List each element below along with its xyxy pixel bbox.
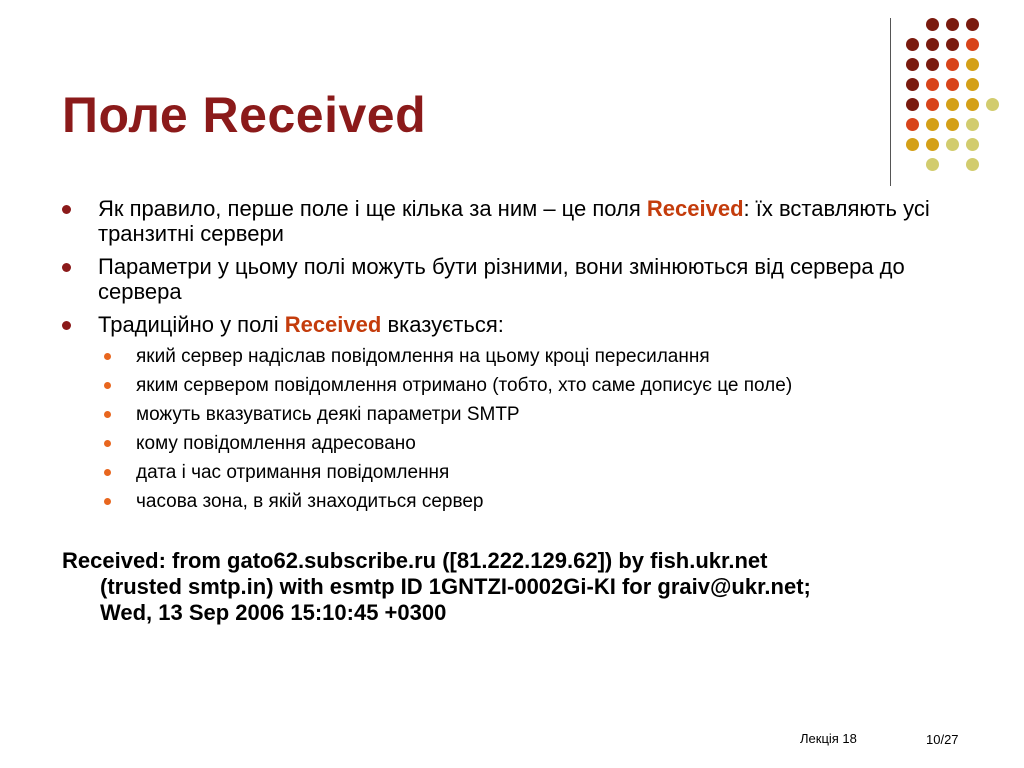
bullet-highlight: Received	[646, 196, 744, 221]
bullet-text: Параметри у цьому полі можуть бути різними, вони змінюються від сервера до сервера	[98, 254, 905, 304]
sub-bullet-item	[62, 461, 992, 484]
sub-bullet-icon	[104, 411, 111, 418]
decorative-dot	[946, 118, 959, 131]
footer-page-number: 10/27	[926, 732, 959, 747]
sub-bullet-item	[62, 432, 992, 455]
decorative-dot	[966, 38, 979, 51]
decorative-dot	[966, 78, 979, 91]
sub-bullet-text: можуть вказуватись деякі параметри SMTP	[136, 404, 520, 425]
received-line-1: Received: from gato62.subscribe.ru ([81.222.129.62]) by fish.ukr.net	[62, 548, 768, 573]
bullet-icon	[62, 205, 71, 214]
footer-lecture: Лекція 18	[800, 731, 857, 746]
received-header-example	[62, 548, 992, 626]
bullet-icon	[62, 263, 71, 272]
bullet-highlight: Received	[284, 312, 382, 337]
received-line-2: (trusted smtp.in) with esmtp ID 1GNTZI-0002Gi-KI for graiv@ukr.net;	[100, 574, 811, 599]
decorative-dot	[926, 98, 939, 111]
sub-bullet-icon	[104, 382, 111, 389]
decorative-dot	[926, 38, 939, 51]
decorative-dot	[946, 58, 959, 71]
decorative-dot	[946, 98, 959, 111]
bullet-item	[62, 196, 992, 246]
sub-bullet-icon	[104, 469, 111, 476]
decorative-dot	[906, 58, 919, 71]
bullet-text: вказується:	[381, 312, 504, 337]
slide-title: Поле Received	[62, 87, 427, 143]
decorative-vertical-line	[890, 18, 891, 186]
sub-bullet-item	[62, 374, 992, 397]
decorative-dot	[966, 118, 979, 131]
sub-bullet-text: дата і час отримання повідомлення	[136, 462, 450, 483]
sub-bullet-text: часова зона, в якій знаходиться сервер	[136, 491, 484, 512]
sub-bullet-icon	[104, 440, 111, 447]
decorative-dot	[946, 138, 959, 151]
decorative-dot	[906, 38, 919, 51]
decorative-dot	[926, 18, 939, 31]
sub-bullet-text: яким сервером повідомлення отримано (тобто, хто саме дописує це поле)	[136, 375, 793, 396]
decorative-dot	[926, 58, 939, 71]
bullet-icon	[62, 321, 71, 330]
sub-bullet-icon	[104, 353, 111, 360]
bullet-list	[62, 196, 992, 519]
sub-bullet-item	[62, 490, 992, 513]
decorative-dot	[946, 78, 959, 91]
sub-bullet-text: кому повідомлення адресовано	[136, 433, 416, 454]
sub-bullet-item	[62, 403, 992, 426]
bullet-item	[62, 312, 992, 337]
decorative-dot	[906, 78, 919, 91]
decorative-dot	[906, 98, 919, 111]
sub-bullet-text: який сервер надіслав повідомлення на цьому кроці пересилання	[136, 346, 710, 367]
bullet-text: Традиційно у полі	[98, 312, 285, 337]
decorative-dot	[986, 98, 999, 111]
decorative-dot	[906, 118, 919, 131]
bullet-text: : їх вставляють усі транзитні сервери	[98, 196, 930, 246]
decorative-dot	[926, 118, 939, 131]
decorative-dot	[926, 158, 939, 171]
decorative-dot	[966, 98, 979, 111]
decorative-dot	[926, 78, 939, 91]
decorative-dot	[966, 158, 979, 171]
decorative-dot	[966, 138, 979, 151]
received-line-3: Wed, 13 Sep 2006 15:10:45 +0300	[100, 600, 447, 625]
bullet-text: Як правило, перше поле і ще кілька за ним – це поля	[98, 196, 647, 221]
sub-bullet-icon	[104, 498, 111, 505]
decorative-dot	[926, 138, 939, 151]
decorative-dot	[946, 18, 959, 31]
decorative-dot	[966, 18, 979, 31]
decorative-dot	[946, 38, 959, 51]
sub-bullet-item	[62, 345, 992, 368]
decorative-dot	[906, 138, 919, 151]
decorative-dot	[966, 58, 979, 71]
bullet-item	[62, 254, 992, 304]
